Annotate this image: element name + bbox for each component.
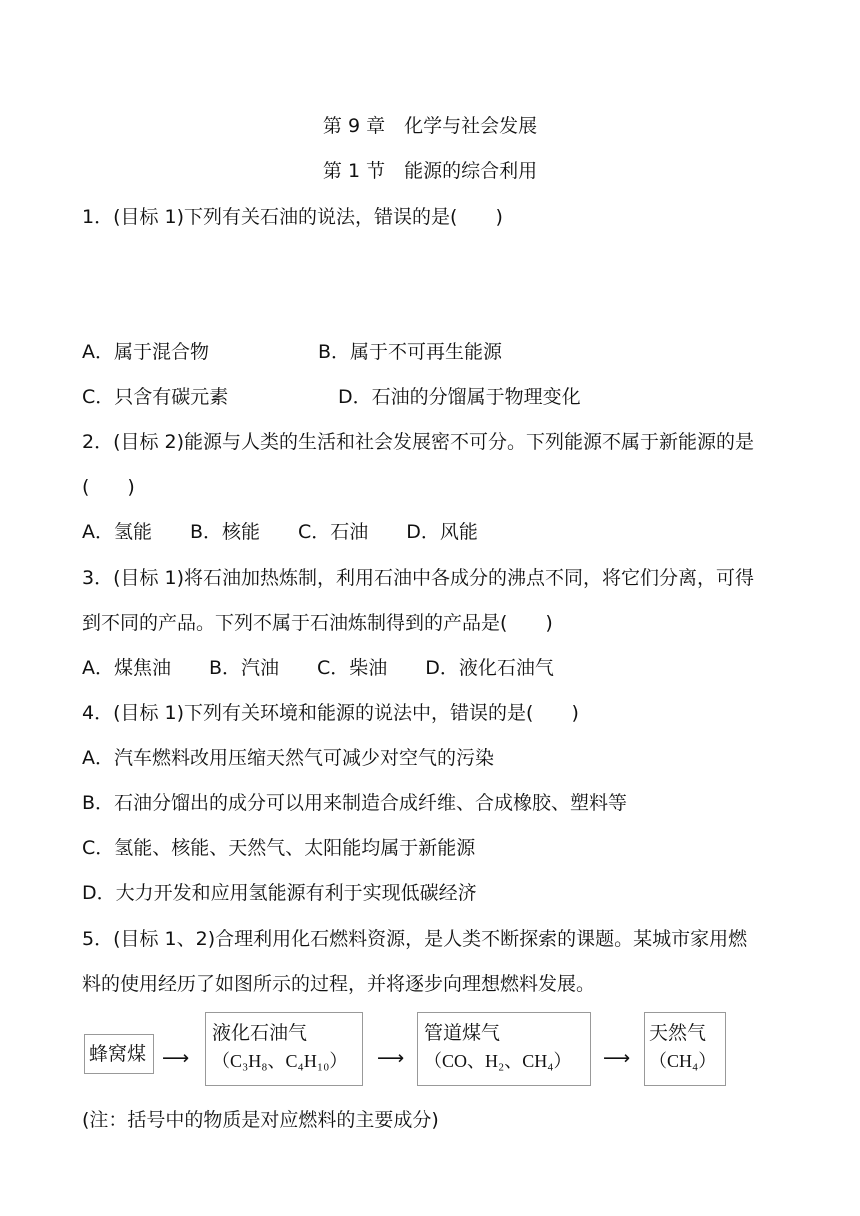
arrow-icon: ⟶ — [603, 1047, 631, 1069]
chapter-title: 第 9 章 化学与社会发展 — [322, 115, 538, 137]
fuel-formula: （CO、H₂、CH₄） — [424, 1051, 572, 1071]
question-1-option-d: D．石油的分馏属于物理变化 — [338, 386, 581, 408]
question-1-option-b: B．属于不可再生能源 — [318, 341, 503, 363]
fuel-name: 天然气 — [649, 1022, 707, 1044]
fuel-formula: （C₃H₈、C₄H₁₀） — [212, 1051, 348, 1071]
fuel-name: 管道煤气 — [424, 1022, 501, 1044]
question-5-stem-line-2: 料的使用经历了如图所示的过程，并将逐步向理想燃料发展。 — [82, 973, 596, 995]
question-4-option-c: C．氢能、核能、天然气、太阳能均属于新能源 — [82, 837, 476, 859]
question-1-option-c: C．只含有碳元素 — [82, 386, 229, 408]
question-2-stem-line-2: ( ) — [82, 476, 135, 498]
question-1-stem: 1．(目标 1)下列有关石油的说法，错误的是( ) — [82, 206, 503, 228]
question-1-option-a: A．属于混合物 — [82, 341, 209, 363]
question-3-options: A．煤焦油 B．汽油 C．柴油 D．液化石油气 — [82, 657, 554, 679]
question-4-option-a: A．汽车燃料改用压缩天然气可减少对空气的污染 — [82, 747, 494, 769]
section-title: 第 1 节 能源的综合利用 — [322, 160, 538, 182]
fuel-box-lpg — [205, 1012, 363, 1086]
fuel-formula: （CH₄） — [649, 1051, 717, 1071]
question-5-stem-line-1: 5．(目标 1、2)合理利用化石燃料资源，是人类不断探索的课题。某城市家用燃 — [82, 928, 748, 950]
question-4-option-b: B．石油分馏出的成分可以用来制造合成纤维、合成橡胶、塑料等 — [82, 792, 628, 814]
question-4-stem: 4．(目标 1)下列有关环境和能源的说法中，错误的是( ) — [82, 702, 579, 724]
question-4-option-d: D．大力开发和应用氢能源有利于实现低碳经济 — [82, 882, 477, 904]
question-2-stem-line-1: 2．(目标 2)能源与人类的生活和社会发展密不可分。下列能源不属于新能源的是 — [82, 431, 755, 453]
arrow-icon: ⟶ — [162, 1047, 190, 1069]
diagram-note: (注：括号中的物质是对应燃料的主要成分) — [82, 1109, 439, 1131]
question-3-stem-line-1: 3．(目标 1)将石油加热炼制，利用石油中各成分的沸点不同，将它们分离，可得 — [82, 567, 755, 589]
fuel-box-briquette — [84, 1034, 154, 1074]
fuel-name: 液化石油气 — [212, 1022, 308, 1044]
fuel-box-natural-gas — [644, 1012, 726, 1086]
question-2-options: A．氢能 B．核能 C．石油 D．风能 — [82, 521, 478, 543]
fuel-box-piped-gas — [417, 1012, 591, 1086]
arrow-icon: ⟶ — [377, 1047, 405, 1069]
fuel-name: 蜂窝煤 — [89, 1043, 147, 1065]
question-3-stem-line-2: 到不同的产品。下列不属于石油炼制得到的产品是( ) — [82, 612, 553, 634]
